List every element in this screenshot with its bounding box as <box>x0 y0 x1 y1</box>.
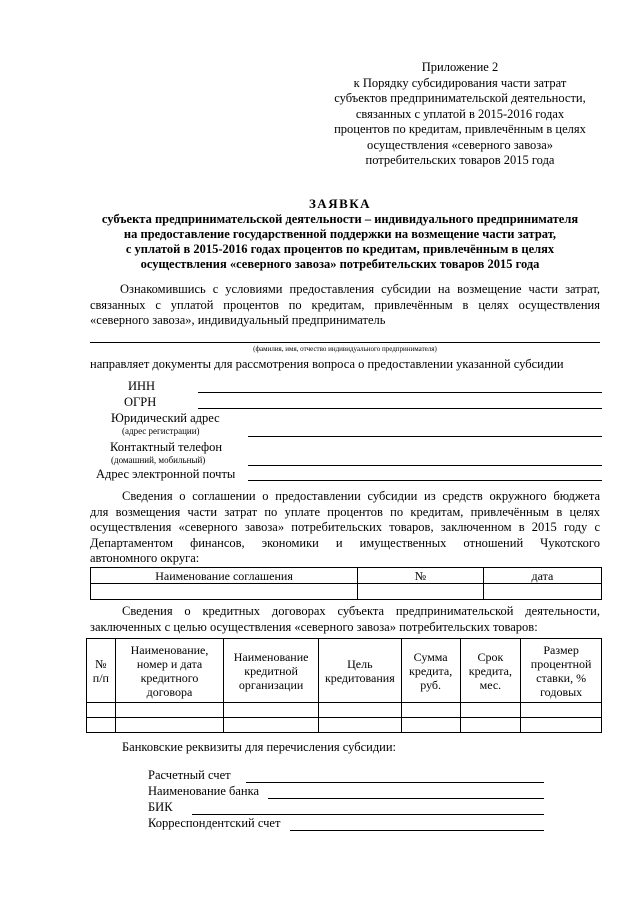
intro-paragraph <box>90 282 600 329</box>
table-cell[interactable] <box>91 584 358 600</box>
account-input-line[interactable] <box>246 782 544 783</box>
corr-account-label: Корреспондентский счет <box>148 816 281 830</box>
credit-col-term <box>460 639 521 703</box>
credit-line: Сведения о кредитных договорах субъекта предпринимательской деятельности, <box>122 604 600 618</box>
agreement-col-name: Наименование соглашения <box>91 568 358 584</box>
agreement-line: для возмещения части затрат по уплате процентов по кредитам, привлечённым в целях <box>90 504 600 519</box>
sends-text: направляет документы для рассмотрения вопроса о предоставлении указанной субсидии <box>90 357 564 371</box>
credit-table <box>86 638 602 733</box>
header-text: п/п <box>92 670 109 685</box>
agreement-line: Сведения о соглашении о предоставлении субсидии из средств окружного бюджета <box>122 489 600 503</box>
bank-intro: Банковские реквизиты для перечисления субсидии: <box>122 740 397 754</box>
table-cell[interactable] <box>401 718 460 733</box>
name-field-line[interactable] <box>90 342 600 343</box>
credit-col-amount <box>401 639 460 703</box>
inn-label: ИНН <box>128 379 156 393</box>
annex-header <box>300 60 620 169</box>
header-text: кредитования <box>324 670 395 685</box>
header-text: кредитного <box>140 670 199 685</box>
agreement-paragraph <box>90 489 600 567</box>
table-cell[interactable] <box>460 703 521 718</box>
annex-line: потребительских товаров 2015 года <box>365 153 555 167</box>
agreement-line: автономного округа: <box>90 551 200 565</box>
title-line: субъекта предпринимательской деятельности – индивидуального предпринимателя <box>101 212 579 226</box>
intro-line: «северного завоза», индивидуальный предприниматель <box>90 313 386 327</box>
header-text: организации <box>238 677 304 692</box>
bank-name-input-line[interactable] <box>268 798 544 799</box>
inn-input-line[interactable] <box>198 392 602 393</box>
phone-label: Контактный телефон <box>110 440 223 454</box>
annex-line: осуществления «северного завоза» <box>366 137 553 152</box>
bik-label: БИК <box>148 800 173 814</box>
ogrn-input-line[interactable] <box>198 408 602 409</box>
header-text: Цель <box>347 656 373 671</box>
table-cell[interactable] <box>521 718 602 733</box>
header-text: Наименование, <box>130 642 209 657</box>
header-text: руб. <box>420 677 442 692</box>
phone-note: (домашний, мобильный) <box>111 455 206 465</box>
credit-col-contract <box>115 639 224 703</box>
title-line: с уплатой в 2015-2016 годах процентов по кредитам, привлечённым в целях <box>125 242 555 256</box>
header-text: номер и дата <box>136 656 203 671</box>
header-text: кредита, <box>409 663 453 678</box>
email-label: Адрес электронной почты <box>96 467 236 481</box>
table-row <box>87 703 602 718</box>
header-text: № <box>95 656 107 671</box>
title-line: осуществления «северного завоза» потребительских товаров 2015 года <box>140 257 540 271</box>
table-cell[interactable] <box>318 718 401 733</box>
name-caption: (фамилия, имя, отчество индивидуального предпринимателя) <box>253 345 437 353</box>
credit-col-purpose <box>318 639 401 703</box>
intro-line: связанных с уплатой процентов по кредитам, привлечённым в целях осуществления <box>90 297 600 312</box>
table-cell[interactable] <box>115 703 224 718</box>
header-text: Наименование <box>233 649 309 664</box>
corr-account-input-line[interactable] <box>290 830 544 831</box>
bank-name-label: Наименование банка <box>148 784 260 798</box>
header-text: Срок <box>477 649 504 664</box>
credit-col-number <box>87 639 116 703</box>
table-cell[interactable] <box>87 718 116 733</box>
intro-line: Ознакомившись с условиями предоставления субсидии на возмещение части затрат, <box>120 282 600 296</box>
header-text: Сумма <box>413 649 448 664</box>
table-cell[interactable] <box>358 584 484 600</box>
header-text: кредита, <box>468 663 512 678</box>
agreement-col-date: дата <box>483 568 601 584</box>
header-text: мес. <box>479 677 502 692</box>
agreement-col-number: № <box>358 568 484 584</box>
credit-paragraph <box>90 604 600 635</box>
address-note: (адрес регистрации) <box>122 426 200 436</box>
annex-line: процентов по кредитам, привлечённым в целях <box>334 122 586 136</box>
annex-line: субъектов предпринимательской деятельности, <box>334 91 586 105</box>
annex-line: связанных с уплатой в 2015-2016 годах <box>355 106 565 121</box>
email-input-line[interactable] <box>248 480 602 481</box>
header-text: Размер <box>543 642 579 657</box>
table-cell[interactable] <box>460 718 521 733</box>
credit-line: заключенных с целью осуществления «северного завоза» потребительских товаров: <box>90 619 538 634</box>
header-text: ставки, % <box>536 670 587 685</box>
annex-line: к Порядку субсидирования части затрат <box>353 75 567 90</box>
annex-line: Приложение 2 <box>421 60 499 74</box>
ogrn-label: ОГРН <box>124 395 157 409</box>
header-text: годовых <box>540 684 583 699</box>
header-text: кредитной <box>244 663 298 678</box>
table-cell[interactable] <box>483 584 601 600</box>
phone-input-line[interactable] <box>248 465 602 466</box>
agreement-line: осуществления «северного завоза» потребительских товаров, заключенном в 2015 году с <box>90 520 600 534</box>
bik-input-line[interactable] <box>192 814 544 815</box>
table-cell[interactable] <box>224 718 319 733</box>
agreement-line: Департаментом финансов, экономики и имущественных отношений Чукотского <box>90 535 600 550</box>
account-label: Расчетный счет <box>148 768 231 782</box>
table-cell[interactable] <box>521 703 602 718</box>
address-label: Юридический адрес <box>111 411 220 425</box>
table-cell[interactable] <box>224 703 319 718</box>
table-cell[interactable] <box>318 703 401 718</box>
document-title <box>60 196 620 272</box>
title-heading: ЗАЯВКА <box>308 196 372 211</box>
table-cell[interactable] <box>115 718 224 733</box>
address-input-line[interactable] <box>248 436 602 437</box>
table-row <box>87 718 602 733</box>
title-line: на предоставление государственной поддержки на возмещение части затрат, <box>123 227 557 241</box>
table-cell[interactable] <box>401 703 460 718</box>
credit-col-rate <box>521 639 602 703</box>
table-cell[interactable] <box>87 703 116 718</box>
header-text: договора <box>146 684 193 699</box>
credit-col-organization <box>224 639 319 703</box>
agreement-table <box>90 567 602 600</box>
header-text: процентной <box>530 656 592 671</box>
